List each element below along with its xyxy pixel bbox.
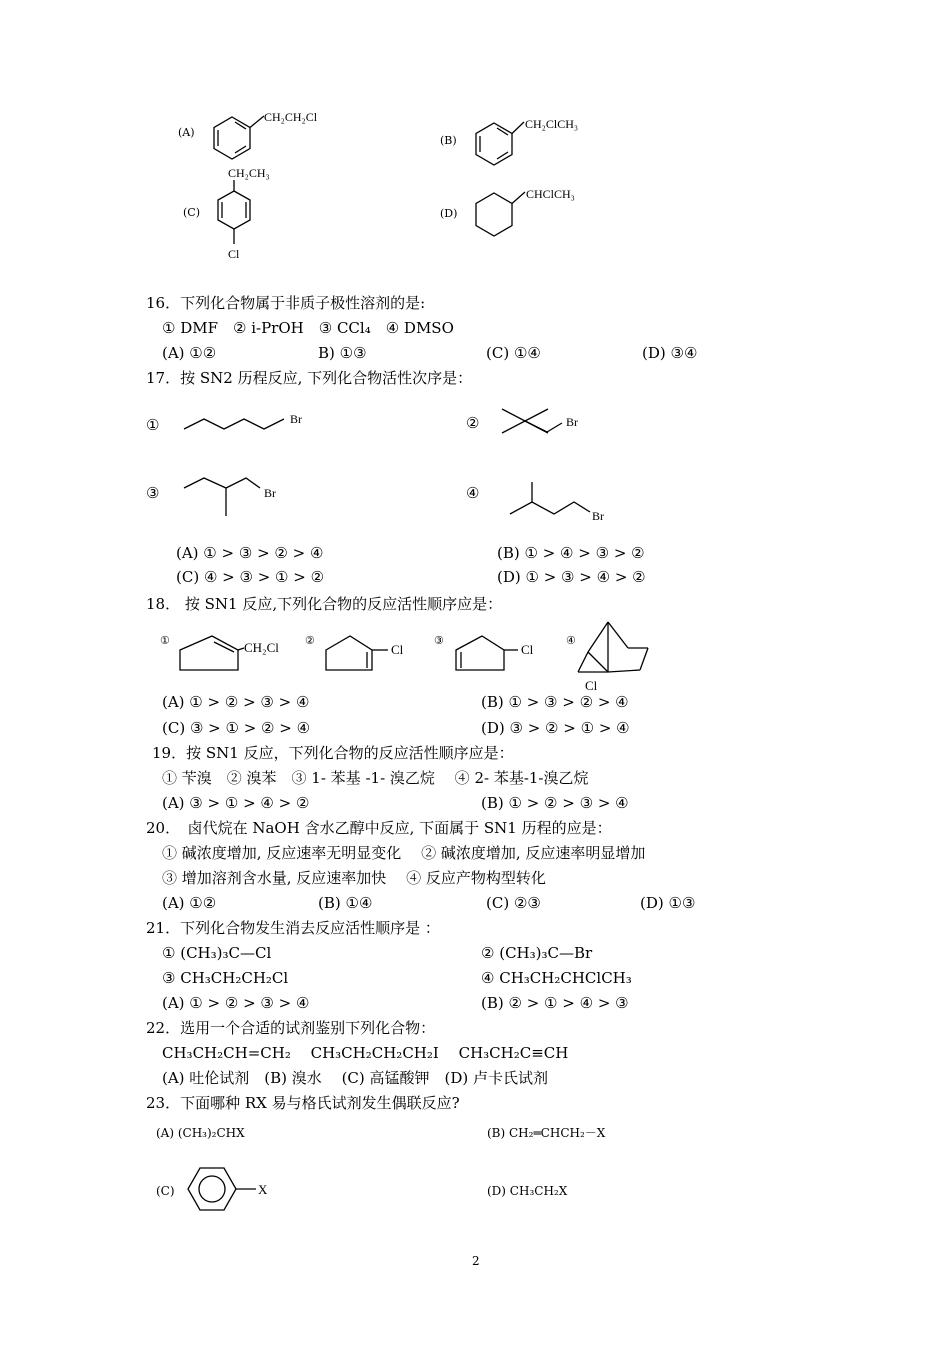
- q17-option-b[interactable]: (B) ① > ④ > ③ > ②: [497, 544, 645, 562]
- q16-option-c[interactable]: (C) ①④: [486, 344, 541, 362]
- q15-option-a-structure: [208, 106, 328, 166]
- q20-line-2: ③ 增加溶剂含水量, 反应速率加快 ④ 反应产物构型转化: [162, 869, 546, 887]
- q18-label-1: ①: [160, 634, 170, 647]
- q17-label-3: ③: [146, 484, 160, 502]
- q17-stem: 17．按 SN2 历程反应, 下列化合物活性次序是：: [146, 369, 473, 387]
- q15-c-top: CH₂CH₃: [228, 166, 270, 180]
- q16-items: ① DMF ② i-PrOH ③ CCl₄ ④ DMSO: [162, 319, 454, 337]
- svg-text:X: X: [258, 1182, 268, 1197]
- q23-option-d[interactable]: (D) CH₃CH₂X: [487, 1184, 568, 1198]
- q21-item-4: ④ CH₃CH₂CHClCH₃: [481, 969, 632, 987]
- q15-option-d-structure: [470, 180, 600, 244]
- q21-option-a[interactable]: (A) ① > ② > ③ > ④: [162, 994, 310, 1012]
- q18-option-b[interactable]: (B) ① > ③ > ② > ④: [481, 693, 629, 711]
- q17-option-c[interactable]: (C) ④ > ③ > ① > ②: [176, 568, 325, 586]
- svg-text:CH₂Cl: CH₂Cl: [244, 640, 279, 655]
- q18-compound-3: [452, 632, 552, 674]
- q18-label-4: ④: [566, 634, 576, 647]
- q20-line-1: ① 碱浓度增加, 反应速率无明显变化 ② 碱浓度增加, 反应速率明显增加: [162, 844, 646, 862]
- q20-option-a[interactable]: (A) ①②: [162, 894, 217, 912]
- svg-text:Br: Br: [290, 412, 302, 426]
- q15-d-formula: CHClCH₃: [526, 187, 575, 201]
- q16-option-b[interactable]: B) ①③: [318, 344, 367, 362]
- q15-c-bottom: Cl: [228, 247, 240, 261]
- q19-stem: 19．按 SN1 反应，下列化合物的反应活性顺序应是：: [152, 744, 514, 762]
- q15-b-formula: CH₂ClCH₃: [525, 117, 579, 131]
- q23-option-c-label[interactable]: (C): [156, 1184, 175, 1198]
- q19-option-b[interactable]: (B) ① > ② > ③ > ④: [481, 794, 629, 812]
- q15-option-b-structure: [470, 112, 590, 172]
- svg-text:Cl: Cl: [391, 642, 404, 657]
- q17-label-1: ①: [146, 416, 160, 434]
- svg-text:Br: Br: [592, 509, 604, 523]
- q18-compound-2: [322, 632, 422, 674]
- q20-stem: 20． 卤代烷在 NaOH 含水乙醇中反应, 下面属于 SN1 历程的应是：: [146, 819, 612, 837]
- q15-option-c-structure: [212, 164, 292, 264]
- q20-option-b[interactable]: (B) ①④: [318, 894, 373, 912]
- q21-item-3: ③ CH₃CH₂CH₂Cl: [162, 969, 289, 987]
- svg-text:Cl: Cl: [521, 642, 534, 657]
- q22-stem: 22．选用一个合适的试剂鉴别下列化合物：: [146, 1019, 436, 1037]
- q17-compound-4: [508, 478, 628, 526]
- q19-option-a[interactable]: (A) ③ > ① > ④ > ②: [162, 794, 310, 812]
- q18-stem: 18． 按 SN1 反应,下列化合物的反应活性顺序应是：: [146, 595, 503, 613]
- q18-compound-4: [574, 616, 664, 696]
- q17-compound-3: [182, 476, 302, 520]
- q15-a-formula: CH₂CH₂Cl: [264, 110, 318, 124]
- q17-option-d[interactable]: (D) ① > ③ > ④ > ②: [497, 568, 646, 586]
- q15-option-a-label: (A): [178, 126, 195, 139]
- q23-option-b[interactable]: (B) CH₂═CHCH₂－X: [487, 1126, 606, 1140]
- q18-label-2: ②: [305, 634, 315, 647]
- q18-compound-1: [176, 632, 296, 674]
- q22-options[interactable]: (A) 吐伦试剂 (B) 溴水 (C) 高锰酸钾 (D) 卢卡氏试剂: [162, 1069, 549, 1087]
- q17-compound-1: [182, 405, 322, 441]
- q20-option-c[interactable]: (C) ②③: [486, 894, 541, 912]
- q19-items: ① 苄溴 ② 溴苯 ③ 1- 苯基 -1- 溴乙烷 ④ 2- 苯基-1-溴乙烷: [162, 769, 589, 787]
- page-number: 2: [472, 1254, 480, 1268]
- q17-option-a[interactable]: (A) ① > ③ > ② > ④: [176, 544, 324, 562]
- q18-option-c[interactable]: (C) ③ > ① > ② > ④: [162, 719, 311, 737]
- q16-option-a[interactable]: (A) ①②: [162, 344, 217, 362]
- q23-option-c-structure: [184, 1164, 284, 1216]
- q17-label-4: ④: [466, 484, 480, 502]
- svg-text:Cl: Cl: [585, 678, 598, 693]
- q23-stem: 23．下面哪种 RX 易与格氏试剂发生偶联反应?: [146, 1094, 460, 1112]
- q16-stem: 16．下列化合物属于非质子极性溶剂的是:: [146, 294, 426, 312]
- q15-option-c-label: (C): [183, 206, 200, 219]
- q21-option-b[interactable]: (B) ② > ① > ④ > ③: [481, 994, 629, 1012]
- q22-compounds: CH₃CH₂CH=CH₂ CH₃CH₂CH₂CH₂I CH₃CH₂C≡CH: [162, 1044, 569, 1062]
- q16-option-d[interactable]: (D) ③④: [642, 344, 698, 362]
- q17-label-2: ②: [466, 414, 480, 432]
- q17-compound-2: [500, 405, 610, 441]
- q18-label-3: ③: [434, 634, 444, 647]
- svg-text:Br: Br: [264, 486, 276, 500]
- q20-option-d[interactable]: (D) ①③: [640, 894, 696, 912]
- q18-option-d[interactable]: (D) ③ > ② > ① > ④: [481, 719, 630, 737]
- q21-item-1: ① (CH₃)₃C—Cl: [162, 944, 272, 962]
- q15-option-d-label: (D): [440, 207, 458, 220]
- q23-option-a[interactable]: (A) (CH₃)₂CHX: [156, 1126, 245, 1140]
- q18-option-a[interactable]: (A) ① > ② > ③ > ④: [162, 693, 310, 711]
- q21-item-2: ② (CH₃)₃C—Br: [481, 944, 593, 962]
- q15-option-b-label: (B): [440, 134, 457, 147]
- svg-text:Br: Br: [566, 415, 578, 429]
- q21-stem: 21．下列化合物发生消去反应活性顺序是 ：: [146, 919, 440, 937]
